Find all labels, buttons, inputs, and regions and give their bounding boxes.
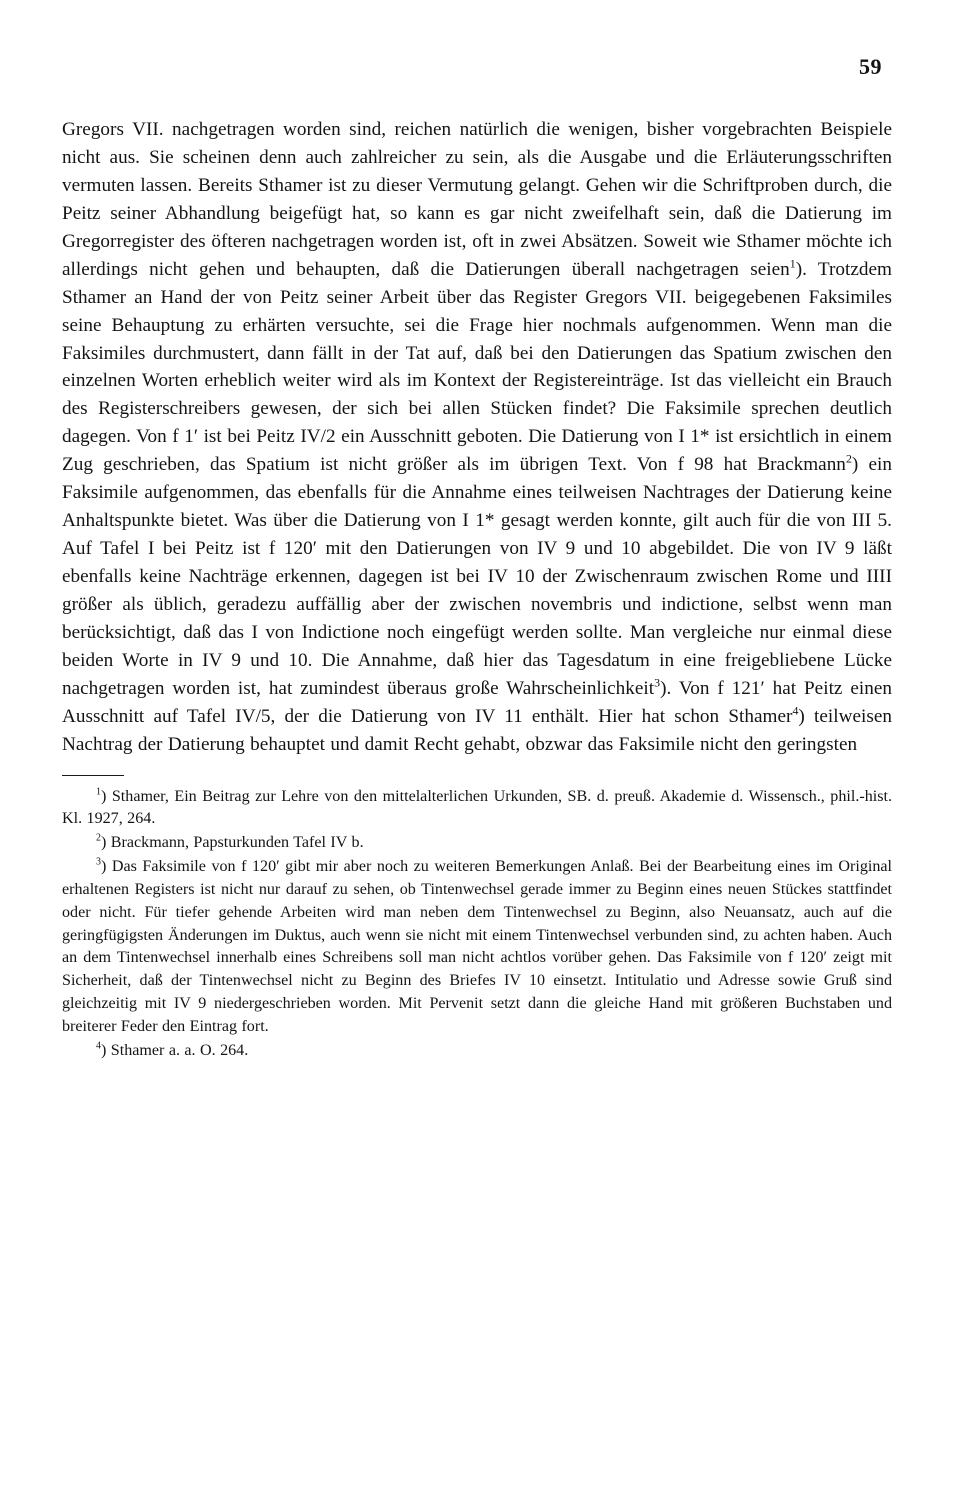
paragraph-segment-3: ) ein Faksimile aufgenommen, das ebenfalls für die Annahme eines teilweisen Nachtrages der Datierung keine Anhaltspunkte bietet. Was über die Datierung von I 1* gesagt werden konnte, gilt auch für die von III 5. Auf Tafel I bei Peitz ist f 120′ mit den Datierungen von IV 9 und 10 abgebildet. Die von IV 9 läßt ebenfalls keine Nachträge erkennen, dagegen ist bei IV 10 der Zwischenraum zwischen Rome und IIII größer als üblich, geradezu auffällig aber der zwischen novembris und indictione, selbst wenn man berücksichtigt, daß das I von Indictione noch eingefügt werden sollte. Man vergleiche nur einmal diese beiden Worte in IV 9 und 10. Die Annahme, daß hier das Tagesdatum in eine freigebliebene Lücke nachgetragen worden ist, hat zumindest überaus große Wahrscheinlichkeit (62, 454, 893, 699)
footnote-marker: 1 (96, 786, 101, 798)
footnote-text: ) Das Faksimile von f 120′ gibt mir aber noch zu weiteren Bemerkungen Anlaß. Bei der Bearbeitung eines im Original erhaltenen Registers ist nicht nur darauf zu sehen, ob Tintenwechsel gerade immer zu Beginn eines neuen Stückes stattfindet oder nicht. Für tiefer gehende Arbeiten wird man neben dem Tintenwechsel zu Beginn, also Neuansatz, auch auf die geringfügigsten Änderungen im Duktus, auch wenn sie nicht mit einem Tintenwechsel verbunden sind, zu achten haben. Auch an dem Tintenwechsel innerhalb eines Schreibens soll man nicht achtlos vorüber gehen. Das Faksimile von f 120′ zeigt mit Sicherheit, daß der Tintenwechsel nicht zu Beginn des Briefes IV 10 einsetzt. Intitulatio und Adresse sowie Gruß sind gleichzeitig mit IV 9 niedergeschrieben worden. Mit Pervenit setzt dann die gleiche Hand mit größeren Buchstaben und breiterer Feder den Eintrag fort. (62, 858, 892, 1035)
footnote-item (62, 856, 892, 1039)
footnote-marker: 3 (96, 856, 101, 868)
footnote-item (62, 786, 892, 832)
footnote-ref-2[interactable]: 2 (845, 451, 852, 466)
footnote-separator-rule (62, 775, 124, 776)
footnote-text: ) Sthamer a. a. O. 264. (100, 1041, 249, 1059)
body-text (62, 116, 892, 759)
footnote-item (62, 1040, 892, 1063)
paragraph-segment-5: ) teilweisen Nachtrag der Datierung behauptet und damit Recht gehabt, obzwar das Faksimile nicht den geringsten (62, 705, 892, 755)
footnote-marker: 2 (96, 832, 101, 844)
paragraph-segment-4: ). Von f 121′ hat Peitz einen Ausschnitt auf Tafel IV/5, der die Datierung von IV 11 enthält. Hier hat schon Sthamer (62, 677, 892, 727)
footnote-text: ) Brackmann, Papsturkunden Tafel IV b. (100, 834, 364, 852)
footnote-ref-3[interactable]: 3 (654, 675, 661, 690)
footnote-item (62, 832, 892, 855)
paragraph-segment-2: ). Trotzdem Sthamer an Hand der von Peitz seiner Arbeit über das Register Gregors VII. beigegebenen Faksimiles seine Behauptung zu erhärten versuchte, sei die Frage hier nochmals aufgenommen. Wenn man die Faksimiles durchmustert, dann fällt in der Tat auf, daß bei den Datierungen das Spatium zwischen den einzelnen Worten erheblich weiter wird als im Kontext der Registereinträge. Ist das vielleicht ein Brauch des Registerschreibers gewesen, der sich bei allen Stücken findet? Die Faksimile sprechen deutlich dagegen. Von f 1′ ist bei Peitz IV/2 ein Ausschnitt geboten. Die Datierung von I 1* ist ersichtlich in einem Zug geschrieben, das Spatium ist nicht größer als im übrigen Text. Von f 98 hat Brackmann (62, 258, 892, 476)
footnote-ref-1[interactable]: 1 (789, 256, 796, 271)
footnote-marker: 4 (96, 1040, 101, 1052)
main-paragraph (62, 116, 892, 759)
paragraph-segment-1: Gregors VII. nachgetragen worden sind, reichen natürlich die wenigen, bisher vorgebrachten Beispiele nicht aus. Sie scheinen denn auch zahlreicher zu sein, als die Ausgabe und die Erläuterungsschriften vermuten lassen. Bereits Sthamer ist zu dieser Vermutung gelangt. Gehen wir die Schriftproben durch, die Peitz seiner Abhandlung beigefügt hat, so kann es gar nicht zweifelhaft sein, daß die Datierung im Gregorregister des öfteren nachgetragen worden ist, oft in zwei Absätzen. Soweit wie Sthamer möchte ich allerdings nicht gehen und behaupten, daß die Datierungen überall nachgetragen seien (62, 119, 892, 280)
footnote-ref-4[interactable]: 4 (792, 703, 799, 718)
footnotes-section (62, 786, 892, 1063)
page-number: 59 (859, 54, 882, 79)
footnote-text: ) Sthamer, Ein Beitrag zur Lehre von den mittelalterlichen Urkunden, SB. d. preuß. Akademie d. Wissensch., phil.-hist. Kl. 1927, 264. (62, 787, 892, 828)
